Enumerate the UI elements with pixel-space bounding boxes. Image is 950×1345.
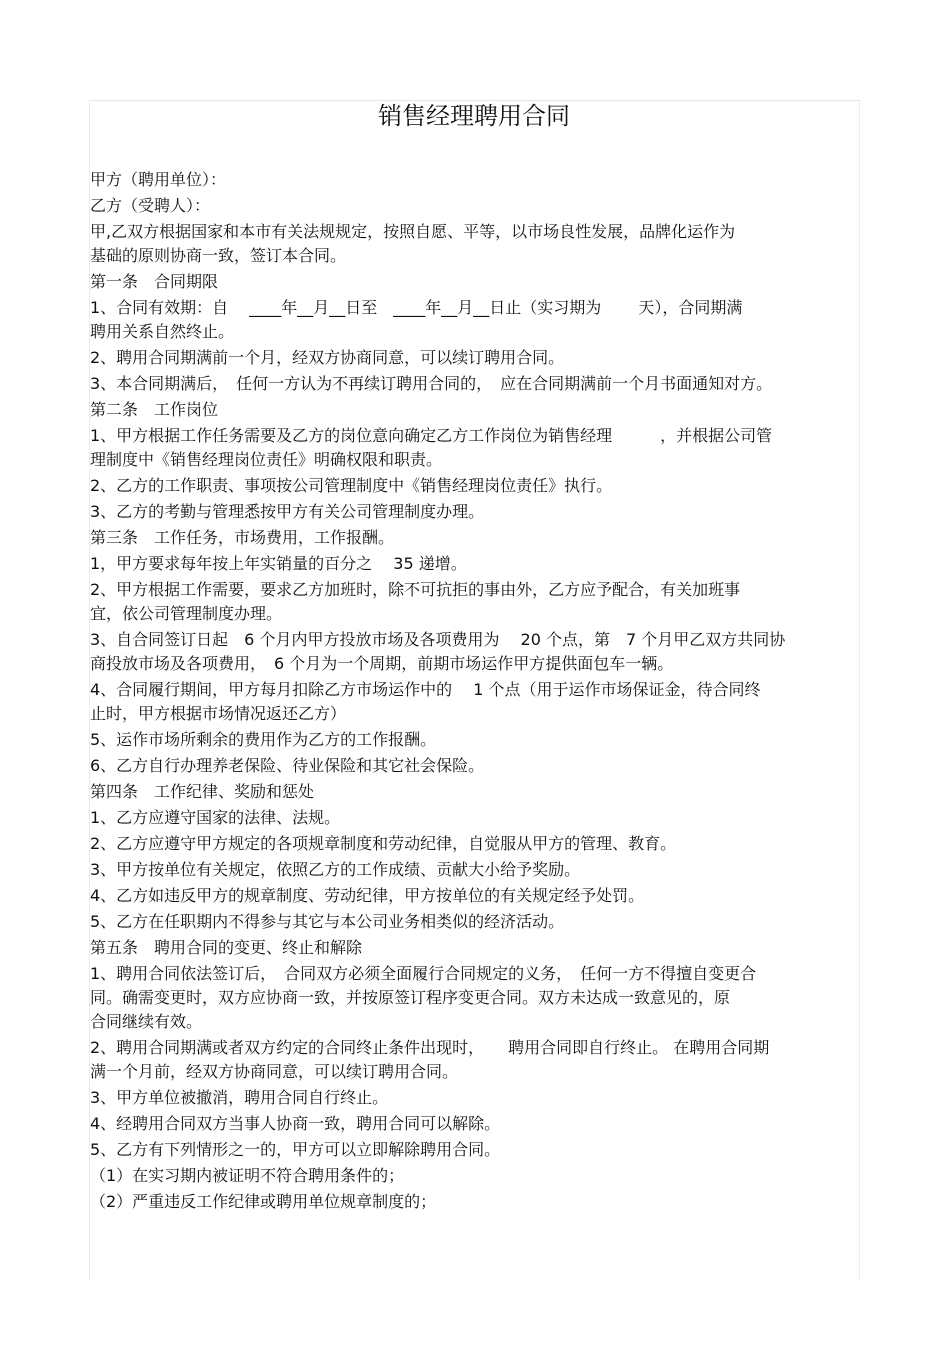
- contract-paragraph: [90, 1190, 858, 1214]
- paragraph-line: 3、本合同期满后， 任何一方认为不再续订聘用合同的， 应在合同期满前一个月书面通知对方。: [90, 374, 773, 393]
- paragraph-line: 第四条 工作纪律、奖励和惩处: [90, 782, 315, 801]
- paragraph-line: 同。确需变更时，双方应协商一致，并按原签订程序变更合同。双方未达成一致意见的，原: [90, 988, 731, 1007]
- contract-paragraph: [90, 1086, 858, 1110]
- contract-paragraph: [90, 936, 858, 960]
- contract-paragraph: [90, 678, 858, 726]
- paragraph-line: 2、乙方的工作职责、事项按公司管理制度中《销售经理岗位责任》执行。: [90, 476, 613, 495]
- contract-paragraph: [90, 346, 858, 370]
- contract-paragraph: [90, 832, 858, 856]
- paragraph-line: 理制度中《销售经理岗位责任》明确权限和职责。: [90, 450, 443, 469]
- contract-paragraph: [90, 526, 858, 550]
- paragraph-line: 商投放市场及各项费用， 6 个月为一个周期，前期市场运作甲方提供面包车一辆。: [90, 654, 674, 673]
- paragraph-line: 4、经聘用合同双方当事人协商一致，聘用合同可以解除。: [90, 1114, 501, 1133]
- paragraph-line: 3、乙方的考勤与管理悉按甲方有关公司管理制度办理。: [90, 502, 485, 521]
- paragraph-line: 5、乙方在任职期内不得参与其它与本公司业务相类似的经济活动。: [90, 912, 565, 931]
- paragraph-line: 宜，依公司管理制度办理。: [90, 604, 283, 623]
- contract-paragraph: [90, 754, 858, 778]
- contract-paragraph: [90, 474, 858, 498]
- paragraph-line: 2、甲方根据工作需要，要求乙方加班时，除不可抗拒的事由外，乙方应予配合，有关加班事: [90, 580, 741, 599]
- contract-paragraph: [90, 424, 858, 472]
- paragraph-line: 第三条 工作任务，市场费用，工作报酬。: [90, 528, 395, 547]
- paragraph-line: 1、聘用合同依法签订后， 合同双方必须全面履行合同规定的义务， 任何一方不得擅自变更合: [90, 964, 757, 983]
- paragraph-line: 第一条 合同期限: [90, 272, 219, 291]
- paragraph-line: 止时，甲方根据市场情况返还乙方）: [90, 704, 347, 723]
- contract-paragraph: [90, 884, 858, 908]
- paragraph-line: 2、聘用合同期满前一个月，经双方协商同意，可以续订聘用合同。: [90, 348, 565, 367]
- paragraph-line: 第二条 工作岗位: [90, 400, 219, 419]
- contract-paragraph: [90, 194, 858, 218]
- document-title: 销售经理聘用合同: [378, 102, 570, 130]
- paragraph-line: 5、运作市场所剩余的费用作为乙方的工作报酬。: [90, 730, 437, 749]
- contract-paragraph: [90, 270, 858, 294]
- contract-document: [90, 96, 858, 1216]
- contract-paragraph: [90, 1112, 858, 1136]
- paragraph-line: 5、乙方有下列情形之一的，甲方可以立即解除聘用合同。: [90, 1140, 501, 1159]
- paragraph-line: 1、乙方应遵守国家的法律、法规。: [90, 808, 341, 827]
- paragraph-line: 4、乙方如违反甲方的规章制度、劳动纪律，甲方按单位的有关规定经予处罚。: [90, 886, 645, 905]
- paragraph-line: 2、乙方应遵守甲方规定的各项规章制度和劳动纪律，自觉服从甲方的管理、教育。: [90, 834, 677, 853]
- contract-paragraph: [90, 552, 858, 576]
- paragraph-line: 聘用关系自然终止。: [90, 322, 235, 341]
- contract-paragraph: [90, 578, 858, 626]
- paragraph-line: 3、甲方按单位有关规定，依照乙方的工作成绩、贡献大小给予奖励。: [90, 860, 581, 879]
- contract-paragraph: [90, 728, 858, 752]
- contract-paragraph: [90, 628, 858, 676]
- contract-paragraph: [90, 372, 858, 396]
- contract-paragraph: [90, 910, 858, 934]
- contract-paragraph: [90, 1036, 858, 1084]
- paragraph-line: 3、自合同签订日起 6 个月内甲方投放市场及各项费用为 20 个点，第 7 个月甲乙双方共同协: [90, 630, 786, 649]
- paragraph-line: 1、合同有效期：自 ____年__月__日至 ____年__月__日止（实习期为 天），合同期满: [90, 298, 743, 317]
- contract-paragraph: [90, 296, 858, 344]
- paragraph-line: 3、甲方单位被撤消，聘用合同自行终止。: [90, 1088, 389, 1107]
- paragraph-line: （1）在实习期内被证明不符合聘用条件的；: [90, 1166, 405, 1185]
- paragraph-line: 第五条 聘用合同的变更、终止和解除: [90, 938, 363, 957]
- paragraph-line: 2、聘用合同期满或者双方约定的合同终止条件出现时， 聘用合同即自行终止。 在聘用合同期: [90, 1038, 770, 1057]
- paragraph-line: 6、乙方自行办理养老保险、待业保险和其它社会保险。: [90, 756, 485, 775]
- paragraph-line: 1、甲方根据工作任务需要及乙方的岗位意向确定乙方工作岗位为销售经理 ，并根据公司管: [90, 426, 773, 445]
- contract-paragraph: [90, 858, 858, 882]
- paragraph-line: 合同继续有效。: [90, 1012, 203, 1031]
- document-body: [90, 168, 858, 1214]
- contract-paragraph: [90, 220, 858, 268]
- contract-paragraph: [90, 962, 858, 1034]
- paragraph-line: （2）严重违反工作纪律或聘用单位规章制度的；: [90, 1192, 437, 1211]
- paragraph-line: 乙方（受聘人）：: [90, 196, 211, 215]
- contract-paragraph: [90, 1138, 858, 1162]
- contract-paragraph: [90, 1164, 858, 1188]
- contract-paragraph: [90, 806, 858, 830]
- paragraph-line: 1，甲方要求每年按上年实销量的百分之 35 递增。: [90, 554, 467, 573]
- paragraph-line: 基础的原则协商一致，签订本合同。: [90, 246, 347, 265]
- paragraph-line: 甲方（聘用单位）：: [90, 170, 227, 189]
- contract-paragraph: [90, 398, 858, 422]
- contract-paragraph: [90, 780, 858, 804]
- contract-paragraph: [90, 168, 858, 192]
- paragraph-line: 4、合同履行期间，甲方每月扣除乙方市场运作中的 1 个点（用于运作市场保证金，待合同终: [90, 680, 761, 699]
- paragraph-line: 甲,乙双方根据国家和本市有关法规规定，按照自愿、平等，以市场良性发展，品牌化运作为: [90, 222, 736, 241]
- contract-paragraph: [90, 500, 858, 524]
- paragraph-line: 满一个月前，经双方协商同意，可以续订聘用合同。: [90, 1062, 459, 1081]
